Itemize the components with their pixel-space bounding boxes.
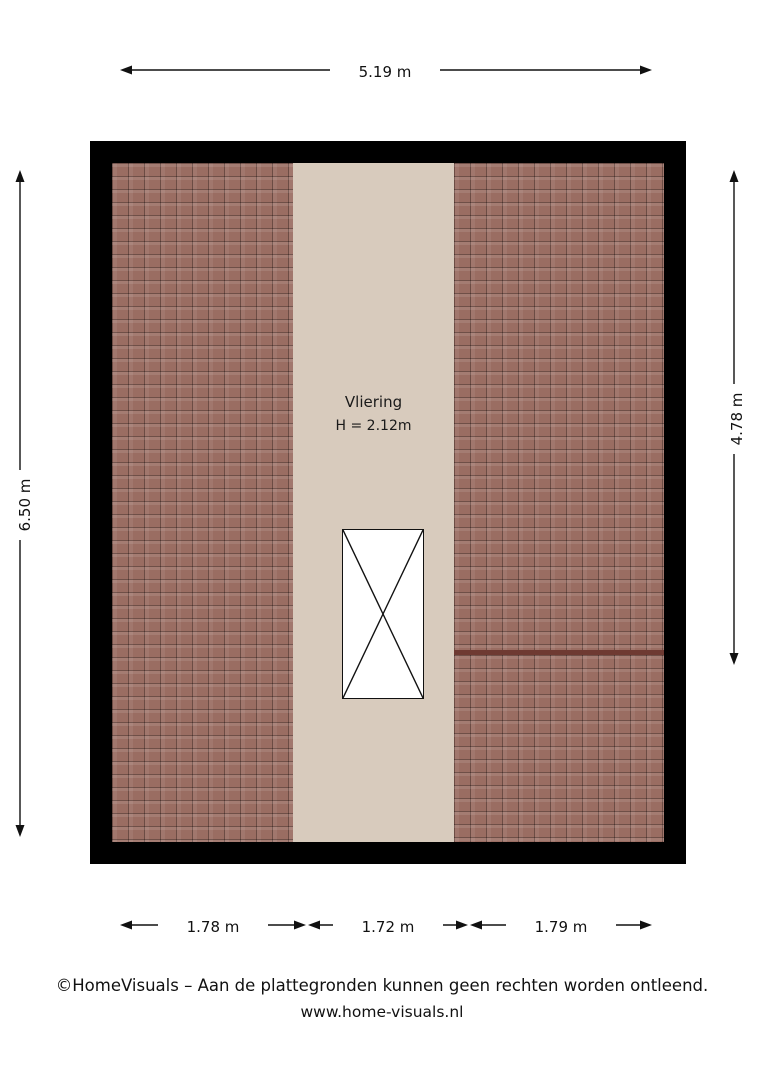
roof-surface-left <box>112 163 293 842</box>
floor-hatch-icon <box>342 529 424 699</box>
footer-website[interactable]: www.home-visuals.nl <box>300 1003 464 1021</box>
top-dimension-label: 5.19 m <box>330 63 440 81</box>
room-height: H = 2.12m <box>335 418 412 434</box>
floor-plan <box>90 141 686 864</box>
bottom-dimension-label-2: 1.72 m <box>333 918 443 936</box>
roof-surface-right-upper <box>454 163 664 650</box>
bottom-dimension-label-1: 1.78 m <box>158 918 268 936</box>
roof-surface-right-lower <box>454 655 664 842</box>
footer-disclaimer: ©HomeVisuals – Aan de plattegronden kunnen geen rechten worden ontleend. <box>55 976 709 995</box>
right-dimension-label: 4.78 m <box>728 384 746 454</box>
room-label-group <box>293 390 454 438</box>
room-name: Vliering <box>344 393 403 411</box>
attic-floor-strip <box>293 163 454 842</box>
bottom-dimension-label-3: 1.79 m <box>506 918 616 936</box>
left-dimension-label: 6.50 m <box>16 470 34 540</box>
footer <box>0 972 764 1026</box>
floor-plan-interior <box>112 163 664 842</box>
